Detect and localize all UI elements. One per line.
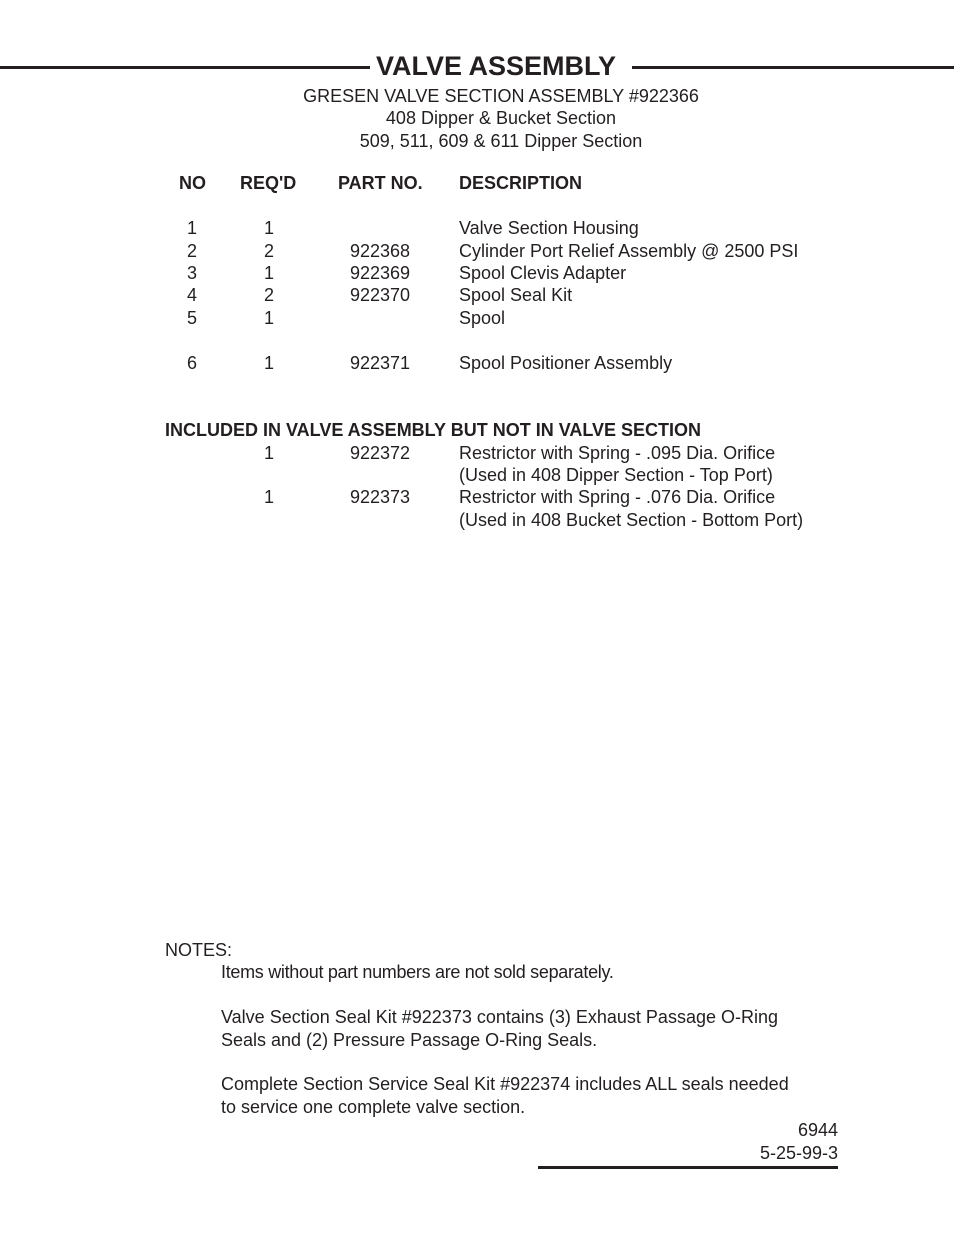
included-item-1-reqd: 1 [263, 443, 274, 463]
row-3-description: Spool Clevis Adapter [459, 263, 627, 283]
included-item-2-reqd: 1 [263, 487, 274, 507]
subtitle-line-2: 408 Dipper & Bucket Section [385, 108, 617, 128]
row-5-reqd: 1 [263, 308, 274, 328]
row-6-reqd: 1 [263, 353, 274, 373]
row-1-no: 1 [186, 218, 197, 238]
row-4-description: Spool Seal Kit [459, 285, 573, 305]
notes-label: NOTES: [165, 940, 233, 960]
row-2-description: Cylinder Port Relief Assembly @ 2500 PSI [459, 241, 799, 261]
column-header-part-no: PART NO. [338, 173, 423, 193]
included-item-2-part: 922373 [350, 487, 411, 507]
row-2-no: 2 [186, 241, 197, 261]
row-2-reqd: 2 [263, 241, 274, 261]
subtitle-line-1: GRESEN VALVE SECTION ASSEMBLY #922366 [303, 86, 699, 106]
row-4-part: 922370 [350, 285, 411, 305]
row-4-no: 4 [186, 285, 197, 305]
subtitle-line-3: 509, 511, 609 & 611 Dipper Section [359, 131, 643, 151]
note-2-line-2: Seals and (2) Pressure Passage O-Ring Seals. [221, 1030, 598, 1050]
included-item-2-note: (Used in 408 Bucket Section - Bottom Port) [459, 510, 804, 530]
column-header-description: DESCRIPTION [459, 173, 583, 193]
note-1-line-1: Items without part numbers are not sold separately. [221, 962, 614, 982]
footer-number: 6944 [797, 1120, 838, 1140]
column-header-no: NO [179, 173, 206, 193]
note-2-line-1: Valve Section Seal Kit #922373 contains (3) Exhaust Passage O-Ring [221, 1007, 778, 1027]
included-item-2-description: Restrictor with Spring - .076 Dia. Orifice [459, 487, 776, 507]
row-3-reqd: 1 [263, 263, 274, 283]
column-header-reqd: REQ'D [240, 173, 297, 193]
row-1-description: Valve Section Housing [459, 218, 639, 238]
note-3-line-1: Complete Section Service Seal Kit #922374 includes ALL seals needed [221, 1074, 789, 1094]
row-6-description: Spool Positioner Assembly [459, 353, 673, 373]
included-item-1-part: 922372 [350, 443, 411, 463]
note-3-line-2: to service one complete valve section. [221, 1097, 526, 1117]
included-heading: INCLUDED IN VALVE ASSEMBLY BUT NOT IN VALVE SECTION [165, 420, 702, 440]
footer-rule [538, 1166, 838, 1169]
footer-date-code: 5-25-99-3 [759, 1143, 838, 1163]
row-6-no: 6 [186, 353, 197, 373]
row-2-part: 922368 [350, 241, 411, 261]
row-3-no: 3 [186, 263, 197, 283]
included-item-1-description: Restrictor with Spring - .095 Dia. Orifice [459, 443, 776, 463]
title-rule-left [0, 66, 370, 69]
row-1-reqd: 1 [263, 218, 274, 238]
row-4-reqd: 2 [263, 285, 274, 305]
row-6-part: 922371 [350, 353, 411, 373]
row-5-no: 5 [186, 308, 197, 328]
included-item-1-note: (Used in 408 Dipper Section - Top Port) [459, 465, 773, 485]
page-title: VALVE ASSEMBLY [376, 51, 617, 81]
title-rule-right [632, 66, 954, 69]
row-5-description: Spool [459, 308, 506, 328]
row-3-part: 922369 [350, 263, 411, 283]
